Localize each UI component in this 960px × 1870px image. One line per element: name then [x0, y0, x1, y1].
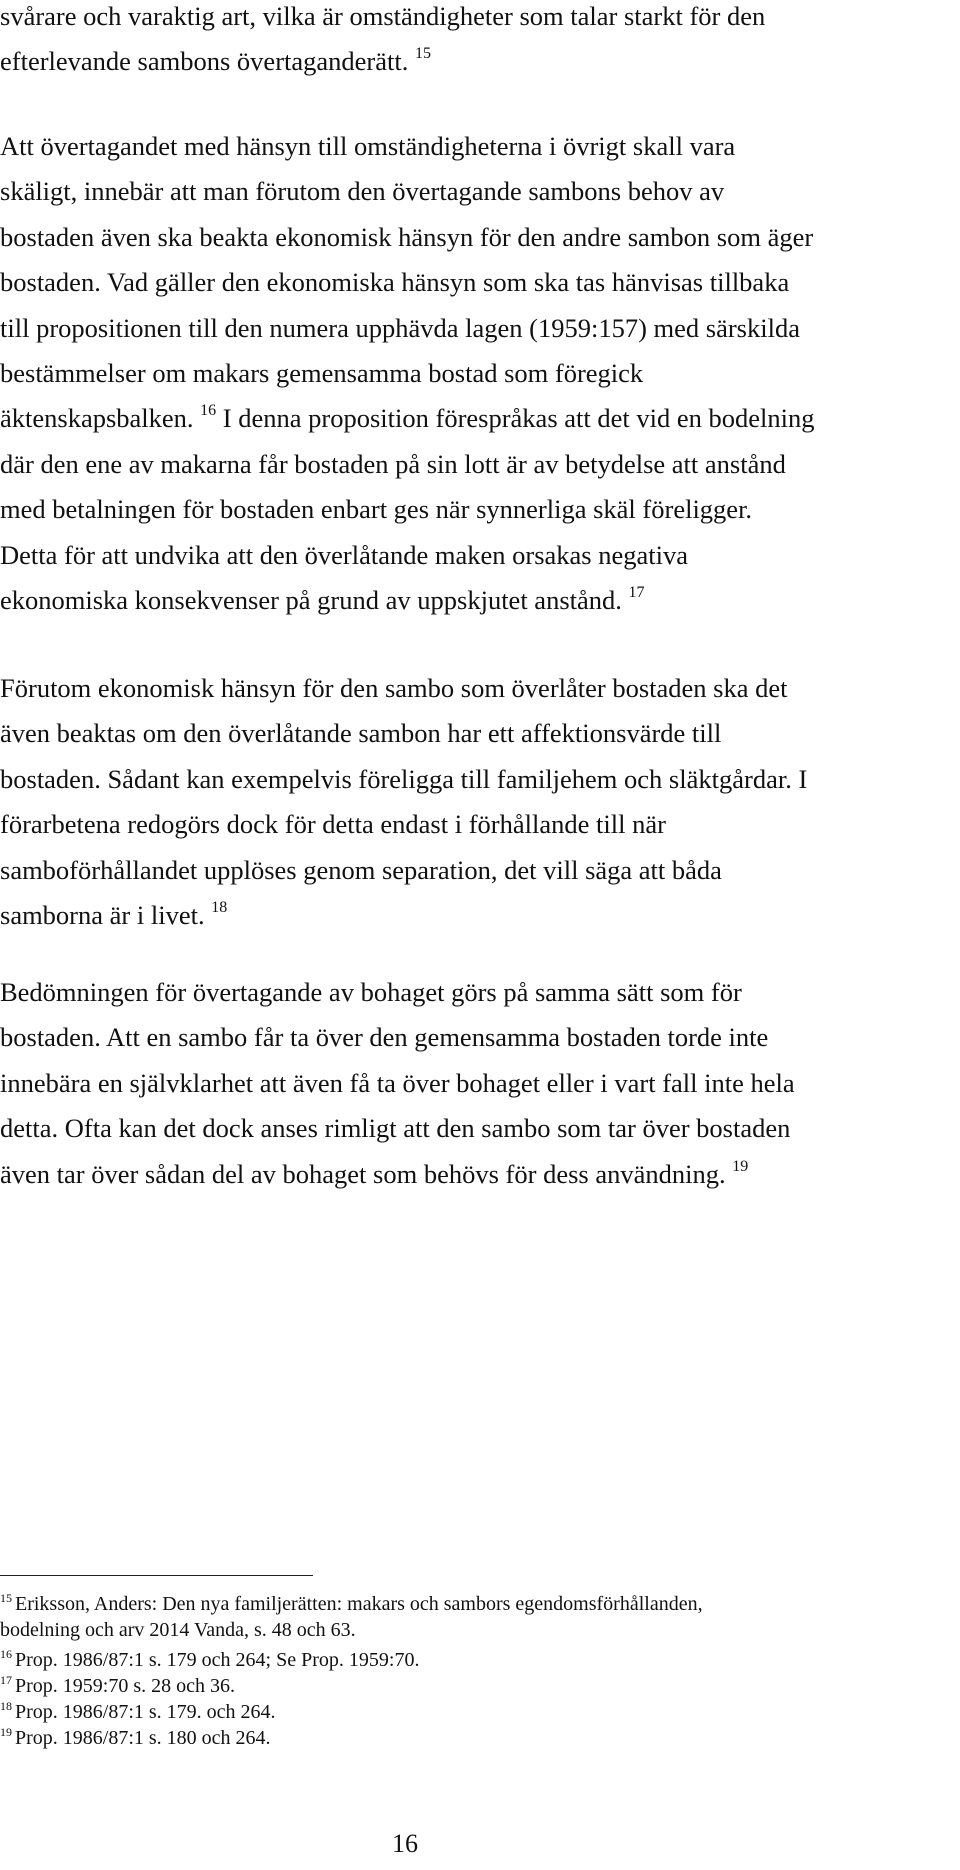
text-line: detta. Ofta kan det dock anses rimligt att den sambo som tar över bostaden [0, 1113, 791, 1144]
footnote-reference: 19 [732, 1157, 749, 1175]
text-line: skäligt, innebär att man förutom den övertagande sambons behov av [0, 176, 725, 207]
text-line: även tar över sådan del av bohaget som behövs för dess användning. $^{19}$ [0, 1157, 749, 1189]
text-line: bostaden. Att en sambo får ta över den gemensamma bostaden torde inte [0, 1022, 769, 1053]
text-line: bostaden. Vad gäller den ekonomiska hänsyn som ska tas hänvisas tillbaka [0, 267, 790, 298]
text-line: Att övertagandet med hänsyn till omständigheterna i övrigt skall vara [0, 131, 736, 161]
footnote-reference: 17 [628, 584, 645, 601]
text-line: Bedömningen för övertagande av bohaget görs på samma sätt som för [0, 977, 742, 1007]
footnote-item: $^{15}$ Eriksson, Anders: Den nya familjerätten: makars och sambors egendomsförhållanden, [0, 1591, 703, 1615]
footnote-number: 19 [0, 1725, 12, 1739]
text-line: ekonomiska konsekvenser på grund av uppskjutet anstånd. $^{17}$ [0, 584, 645, 615]
text-line: äktenskapsbalken. $^{16}$ I denna proposition förespråkas att det vid en bodelning [0, 402, 815, 434]
footnote-number: 16 [0, 1647, 12, 1661]
footnote-reference: 18 [211, 899, 228, 916]
text-line: efterlevande sambons övertaganderätt. $^{15}$ [0, 45, 431, 77]
footnote-number: 18 [0, 1699, 12, 1713]
footnote-reference: 15 [414, 45, 431, 63]
footnote-item: $^{16}$ Prop. 1986/87:1 s. 179 och 264; Se Prop. 1959:70. [0, 1647, 420, 1671]
text-line: även beaktas om den överlåtande sambon har ett affektionsvärde till [0, 718, 722, 749]
footnote-separator [0, 1575, 313, 1576]
footnote-item: $^{18}$ Prop. 1986/87:1 s. 179. och 264. [0, 1699, 276, 1723]
footnote-item: $^{19}$ Prop. 1986/87:1 s. 180 och 264. [0, 1725, 271, 1749]
footnote-number: 15 [0, 1591, 12, 1605]
text-line: Förutom ekonomisk hänsyn för den sambo som överlåter bostaden ska det [0, 673, 788, 703]
text-line: där den ene av makarna får bostaden på sin lott är av betydelse att anstånd [0, 448, 786, 479]
footnote-item: bodelning och arv 2014 Vanda, s. 48 och 63. [0, 1619, 356, 1641]
text-line: bostaden. Sådant kan exempelvis föreligga till familjehem och släktgårdar. I [0, 763, 808, 794]
text-line: Detta för att undvika att den överlåtande maken orsakas negativa [0, 539, 688, 570]
text-line: med betalningen för bostaden enbart ges när synnerliga skäl föreligger. [0, 494, 753, 525]
text-line: samborna är i livet. $^{18}$ [0, 899, 228, 930]
footnote-reference: 16 [200, 402, 217, 420]
text-line: innebära en självklarhet att även få ta över bohaget eller i vart fall inte hela [0, 1067, 795, 1098]
text-line: bostaden även ska beakta ekonomisk hänsyn för den andre sambon som äger [0, 221, 814, 252]
text-line: till propositionen till den numera upphävda lagen (1959:157) med särskilda [0, 312, 800, 343]
text-line: svårare och varaktig art, vilka är omständigheter som talar starkt för den [0, 1, 766, 31]
page-number: 16 [392, 1829, 418, 1858]
text-line: samboförhållandet upplöses genom separation, det vill säga att båda [0, 854, 722, 885]
text-line: bestämmelser om makars gemensamma bostad som föregick [0, 358, 644, 388]
footnote-item: $^{17}$ Prop. 1959:70 s. 28 och 36. [0, 1673, 235, 1697]
footnote-number: 17 [0, 1673, 12, 1687]
text-line: förarbetena redogörs dock för detta endast i förhållande till när [0, 809, 666, 840]
